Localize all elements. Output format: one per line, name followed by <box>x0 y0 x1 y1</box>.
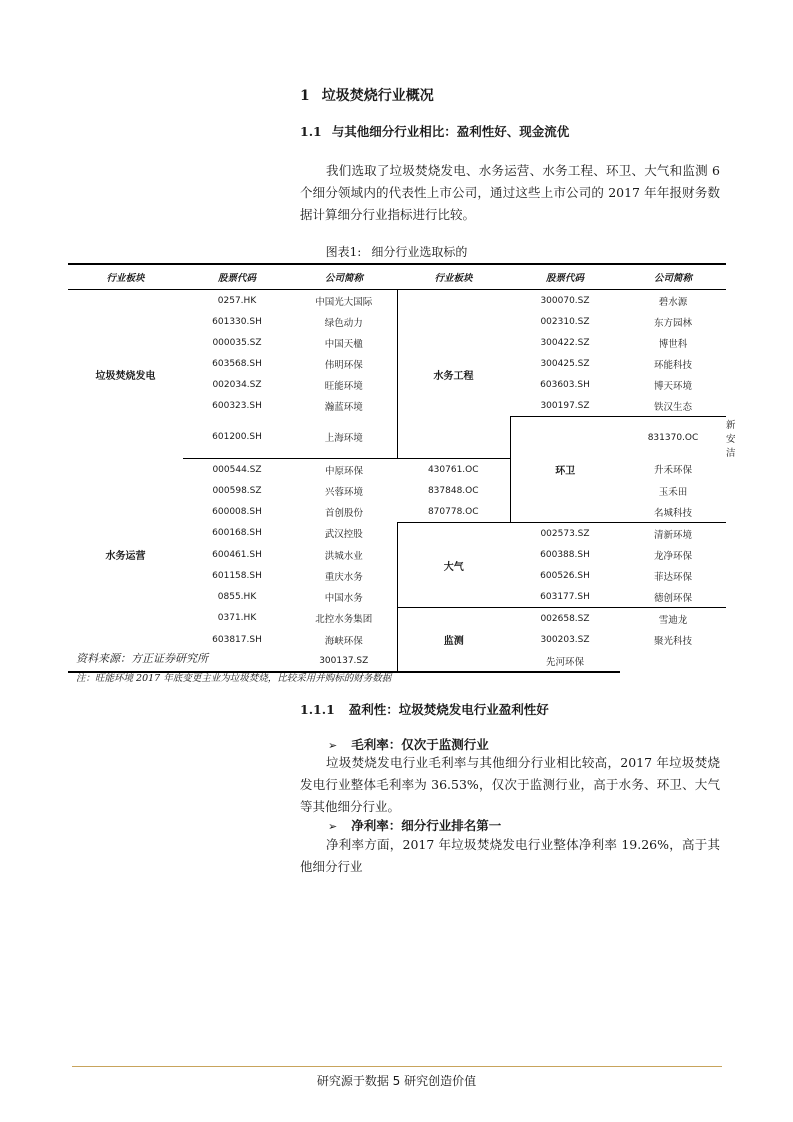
stock-code-cell: 300137.SZ <box>291 650 397 672</box>
stock-code-cell: 300425.SZ <box>540 358 590 369</box>
company-name-cell: 中原环保 <box>324 465 363 477</box>
stock-code-cell: 300203.SZ <box>540 634 590 645</box>
stock-code-cell: 831370.OC <box>647 432 699 443</box>
subsection-heading <box>300 122 569 140</box>
table-row <box>68 290 726 312</box>
header-cell: 行业板块 <box>397 264 510 290</box>
bullet-net-margin <box>328 816 501 834</box>
stock-code-cell: 000598.SZ <box>212 485 262 496</box>
company-name-cell: 伟明环保 <box>324 359 363 371</box>
stock-code-cell: 002034.SZ <box>212 379 262 390</box>
subsection-title: 与其他细分行业相比：盈利性好、现金流优 <box>331 124 570 139</box>
stock-code-cell: 002310.SZ <box>540 316 590 327</box>
stock-code-cell: 601158.SH <box>212 570 262 581</box>
section-heading <box>300 85 434 105</box>
industry-cell: 大气 <box>397 523 510 608</box>
stock-code-cell: 603568.SH <box>212 358 262 369</box>
company-name-cell: 聚光科技 <box>653 635 692 647</box>
header-cell: 公司简称 <box>291 264 397 290</box>
source-note: 资料来源：方正证券研究所 <box>76 652 208 665</box>
section-title: 垃圾焚烧行业概况 <box>321 88 434 104</box>
company-name-cell: 首创股份 <box>324 507 363 519</box>
stock-code-cell: 300070.SZ <box>540 295 590 306</box>
stock-code-cell: 000544.SZ <box>212 464 262 475</box>
gross-margin-paragraph: 垃圾焚烧发电行业毛利率与其他细分行业相比较高，2017 年垃圾焚烧发电行业整体毛利率为 36.53%，仅次于监测行业，高于水务、环卫、大气等其他细分行业。 <box>300 755 720 814</box>
section-number: 1 <box>300 88 310 104</box>
company-name-cell: 重庆水务 <box>324 571 363 583</box>
subsubsection-title: 盈利性：垃圾焚烧发电行业盈利性好 <box>348 702 549 717</box>
stock-code-cell: 300197.SZ <box>510 395 620 417</box>
header-cell: 行业板块 <box>68 264 183 290</box>
table-header-row <box>68 264 726 290</box>
stock-code-cell: 837848.OC <box>427 485 479 496</box>
stock-code-cell: 603177.SH <box>510 586 620 608</box>
subsubsection-number: 1.1.1 <box>300 702 335 717</box>
company-name-cell: 中国天楹 <box>324 338 363 350</box>
net-margin-paragraph: 净利率方面，2017 年垃圾焚烧发电行业整体净利率 19.26%，高于其他细分行业 <box>300 837 720 874</box>
stock-code-cell: 870778.OC <box>397 501 510 523</box>
company-name-cell: 德创环保 <box>620 586 726 608</box>
stock-code-cell: 002658.SZ <box>540 613 590 624</box>
company-name-cell: 中国水务 <box>324 592 363 604</box>
company-name-cell: 上海环境 <box>291 417 397 459</box>
arrow-bullet-icon: ➢ <box>328 739 338 752</box>
industry-cell: 环卫 <box>510 417 620 523</box>
figure-caption <box>0 243 793 260</box>
table-row <box>68 459 726 481</box>
footnote: 注：旺能环境 2017 年底变更主业为垃圾焚烧，比较采用并购标的财务数据 <box>76 673 392 684</box>
stock-code-cell: 0855.HK <box>217 591 257 602</box>
page-footer: 研究源于数据 5 研究创造价值 <box>316 1074 477 1088</box>
company-name-cell: 博天环境 <box>653 380 692 392</box>
company-name-cell: 名城科技 <box>620 501 726 523</box>
company-name-cell: 东方园林 <box>653 317 692 329</box>
company-name-cell: 武汉控股 <box>324 529 363 541</box>
bullet-gross-margin <box>328 735 489 753</box>
stock-code-cell: 000035.SZ <box>212 337 262 348</box>
company-name-cell: 中国光大国际 <box>315 296 373 308</box>
intro-paragraph: 我们选取了垃圾焚烧发电、水务运营、水务工程、环卫、大气和监测 6 个细分领域内的代表性上市公司，通过这些上市公司的 2017 年年报财务数据计算细分行业指标进行比较。 <box>300 163 720 222</box>
figure-label: 图表1: <box>325 245 362 259</box>
arrow-bullet-icon: ➢ <box>328 820 338 833</box>
company-name-cell: 升禾环保 <box>653 465 692 477</box>
company-name-cell: 旺能环境 <box>324 380 363 392</box>
footer-divider <box>72 1066 722 1067</box>
stock-code-cell: 603817.SH <box>212 634 262 645</box>
stock-code-cell: 600008.SH <box>212 506 262 517</box>
company-name-cell: 瀚蓝环境 <box>324 401 363 413</box>
bullet-label: 毛利率：仅次于监测行业 <box>351 737 489 752</box>
stock-code-cell: 601200.SH <box>183 417 291 459</box>
stock-code-cell: 002573.SZ <box>540 528 590 539</box>
header-cell: 公司简称 <box>620 264 726 290</box>
industry-cell: 监测 <box>397 608 510 673</box>
stock-code-cell: 600461.SH <box>212 549 262 560</box>
company-name-cell: 北控水务集团 <box>315 614 373 626</box>
company-name-cell: 龙净环保 <box>653 550 692 562</box>
industry-cell: 垃圾焚烧发电 <box>95 370 156 382</box>
company-name-cell: 铁汉生态 <box>620 395 726 417</box>
company-name-cell: 碧水源 <box>658 296 688 308</box>
stock-code-cell: 601330.SH <box>212 316 262 327</box>
company-name-cell: 先河环保 <box>510 650 620 672</box>
table-row: 601200.SH 上海环境 环卫 831370.OC 新安洁 <box>68 417 726 459</box>
company-name-cell: 博世科 <box>658 338 688 350</box>
stock-code-cell: 600526.SH <box>540 570 590 581</box>
header-cell: 股票代码 <box>183 264 291 290</box>
company-name-cell: 洪城水业 <box>324 550 363 562</box>
stock-code-cell: 430761.OC <box>427 464 479 475</box>
subsection-number: 1.1 <box>300 124 322 139</box>
stock-code-cell: 600388.SH <box>540 549 590 560</box>
company-name-cell: 清新环境 <box>653 529 692 541</box>
subsubsection-heading <box>300 700 549 718</box>
bullet-label: 净利率：细分行业排名第一 <box>351 818 502 833</box>
stock-code-cell: 0371.HK <box>217 613 257 624</box>
industry-selection-table <box>68 263 736 673</box>
stock-code-cell: 603603.SH <box>540 379 590 390</box>
stock-code-cell: 0257.HK <box>217 295 257 306</box>
industry-cell: 水务工程 <box>397 290 510 459</box>
figure-title: 细分行业选取标的 <box>371 245 468 259</box>
company-name-cell: 环能科技 <box>653 359 692 371</box>
company-name-cell: 绿色动力 <box>324 317 363 329</box>
stock-code-cell: 600323.SH <box>212 400 262 411</box>
company-name-cell: 兴蓉环境 <box>324 486 363 498</box>
stock-code-cell: 600168.SH <box>212 528 262 539</box>
industry-cell: 水务运营 <box>105 550 146 562</box>
company-name-cell: 玉禾田 <box>658 486 688 498</box>
stock-code-cell: 300422.SZ <box>540 337 590 348</box>
company-name-cell: 雪迪龙 <box>658 614 688 626</box>
header-cell: 股票代码 <box>510 264 620 290</box>
company-name-cell: 菲达环保 <box>653 571 692 583</box>
company-name-cell: 海峡环保 <box>324 635 363 647</box>
